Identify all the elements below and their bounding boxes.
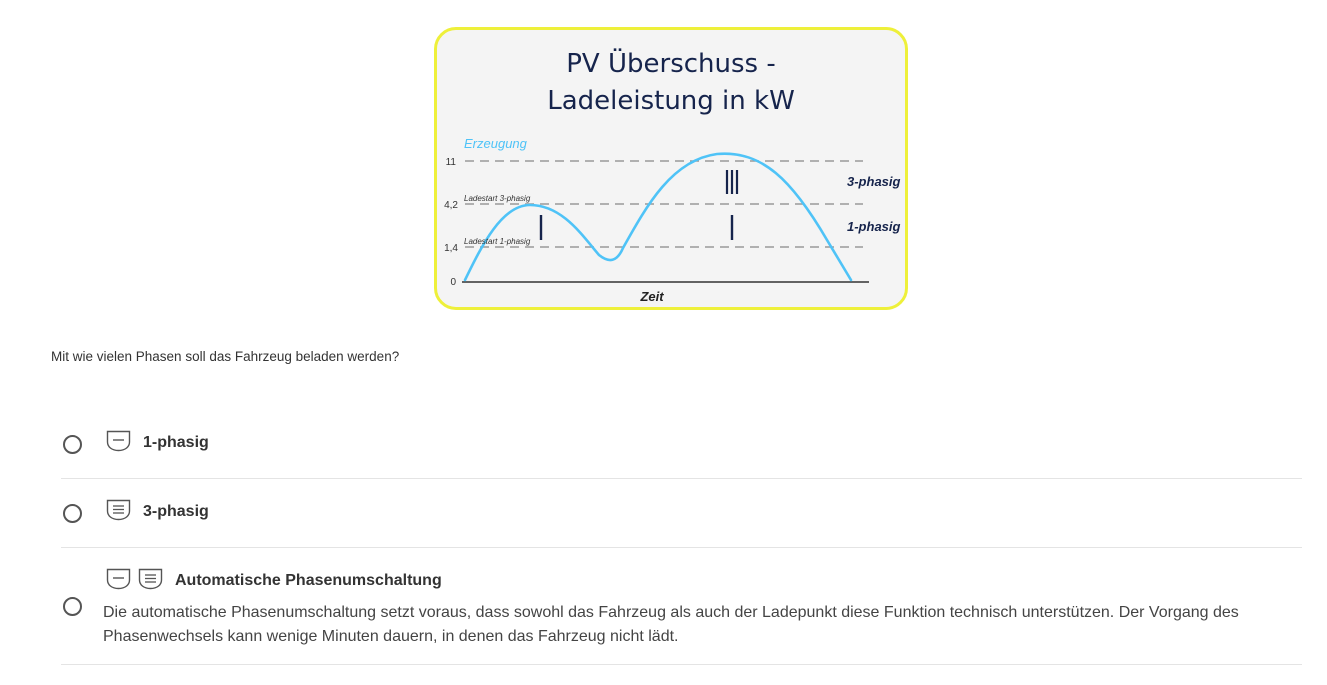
infographic-title-line1: PV Überschuss - xyxy=(566,49,776,79)
y-tick-1-4: 1,4 xyxy=(444,243,458,254)
radio-1-phasig[interactable] xyxy=(63,435,82,454)
option-label-1-phasig: 1-phasig xyxy=(143,434,209,451)
three-phase-plug-icon xyxy=(106,499,131,526)
right-label-1-phasig: 1-phasig xyxy=(847,219,901,234)
y-tick-4-2: 4,2 xyxy=(444,200,458,211)
threshold-label-3-phasig: Ladestart 3-phasig xyxy=(464,194,531,203)
right-label-3-phasig: 3-phasig xyxy=(847,174,901,189)
infographic-title-line2: Ladeleistung in kW xyxy=(547,86,795,116)
option-automatic-phase-switch[interactable] xyxy=(61,548,1302,665)
radio-3-phasig[interactable] xyxy=(63,504,82,523)
option-label-automatic-phase-switch: Automatische Phasenumschaltung xyxy=(175,572,442,589)
production-curve xyxy=(465,154,851,280)
y-tick-0: 0 xyxy=(450,277,456,288)
three-phase-plug-icon xyxy=(138,568,163,595)
single-phase-plug-icon xyxy=(106,430,131,457)
erzeugung-label: Erzeugung xyxy=(464,136,527,151)
radio-automatic-phase-switch[interactable] xyxy=(63,597,82,616)
x-axis-label: Zeit xyxy=(640,289,664,304)
option-3-phasig[interactable] xyxy=(61,479,1302,548)
option-label-3-phasig: 3-phasig xyxy=(143,503,209,520)
threshold-label-1-phasig: Ladestart 1-phasig xyxy=(464,237,531,246)
infographic-chart xyxy=(437,30,908,310)
pv-surplus-infographic xyxy=(434,27,908,310)
option-description-automatic-phase-switch: Die automatische Phasenumschaltung setzt voraus, dass sowohl das Fahrzeug als auch der Ladepunkt diese Funktion technisch unterstützen. Der Vorgang des Phasenwechsels kann wenige Minuten dauern, in denen das Fahrzeug nicht lädt. xyxy=(103,604,1239,645)
single-phase-plug-icon xyxy=(106,568,131,595)
option-1-phasig[interactable] xyxy=(61,410,1302,479)
y-tick-11: 11 xyxy=(445,157,456,168)
phase-question: Mit wie vielen Phasen soll das Fahrzeug beladen werden? xyxy=(51,349,400,364)
